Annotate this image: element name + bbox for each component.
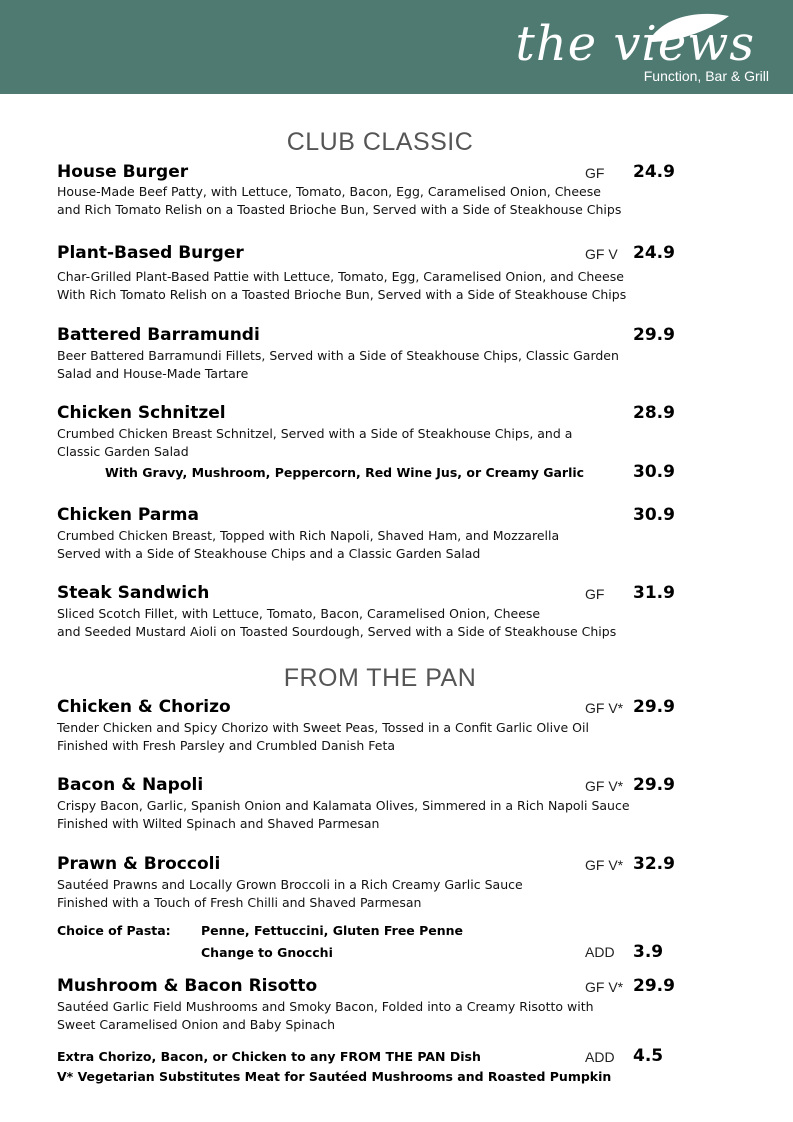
item-name: House Burger — [57, 162, 189, 182]
item-desc-line: Sautéed Garlic Field Mushrooms and Smoky Bacon, Folded into a Creamy Risotto with — [57, 999, 594, 1014]
item-desc-line: Crispy Bacon, Garlic, Spanish Onion and Kalamata Olives, Simmered in a Rich Napoli Sauce — [57, 798, 630, 813]
item-desc-line: Sautéed Prawns and Locally Grown Broccoli in a Rich Creamy Garlic Sauce — [57, 877, 523, 892]
logo-subtitle: Function, Bar & Grill — [643, 68, 769, 84]
item-price: 28.9 — [633, 403, 675, 423]
schnitzel-sauce-price: 30.9 — [633, 462, 675, 482]
item-desc-line: Char-Grilled Plant-Based Pattie with Lettuce, Tomato, Egg, Caramelised Onion, and Cheese — [57, 269, 624, 284]
item-price: 29.9 — [633, 976, 675, 996]
item-price: 32.9 — [633, 854, 675, 874]
item-price: 24.9 — [633, 162, 675, 182]
item-desc-line: Crumbed Chicken Breast Schnitzel, Served with a Side of Steakhouse Chips, and a — [57, 426, 573, 441]
item-name: Chicken Parma — [57, 505, 199, 525]
header-banner — [0, 0, 793, 94]
logo-text: the views — [515, 16, 755, 72]
item-desc-line: Beer Battered Barramundi Fillets, Served with a Side of Steakhouse Chips, Classic Garden — [57, 348, 619, 363]
item-desc-line: Sweet Caramelised Onion and Baby Spinach — [57, 1017, 336, 1032]
item-name: Steak Sandwich — [57, 583, 210, 603]
item-price: 30.9 — [633, 505, 675, 525]
gnocchi-add-tag: ADD — [585, 944, 615, 960]
section-title-from-the-pan: FROM THE PAN — [283, 664, 477, 692]
extra-protein-line: Extra Chorizo, Bacon, or Chicken to any FROM THE PAN Dish — [57, 1049, 481, 1064]
item-tag: GF V* — [585, 857, 624, 873]
extra-add-tag: ADD — [585, 1049, 615, 1065]
item-desc-line: Finished with a Touch of Fresh Chilli and Shaved Parmesan — [57, 895, 422, 910]
item-price: 29.9 — [633, 325, 675, 345]
item-name: Chicken Schnitzel — [57, 403, 226, 423]
item-desc-line: With Rich Tomato Relish on a Toasted Brioche Bun, Served with a Side of Steakhouse Chips — [57, 287, 627, 302]
item-desc-line: and Rich Tomato Relish on a Toasted Brioche Bun, Served with a Side of Steakhouse Chips — [57, 202, 622, 217]
item-price: 31.9 — [633, 583, 675, 603]
section-title-club-classic: CLUB CLASSIC — [286, 128, 474, 156]
vegetarian-note: V* Vegetarian Substitutes Meat for Sautéed Mushrooms and Roasted Pumpkin — [57, 1069, 612, 1084]
item-desc-line: Served with a Side of Steakhouse Chips and a Classic Garden Salad — [57, 546, 481, 561]
item-desc-line: Finished with Wilted Spinach and Shaved Parmesan — [57, 816, 380, 831]
item-price: 29.9 — [633, 775, 675, 795]
gnocchi-price: 3.9 — [633, 942, 664, 962]
item-name: Mushroom & Bacon Risotto — [57, 976, 318, 996]
item-desc-line: and Seeded Mustard Aioli on Toasted Sourdough, Served with a Side of Steakhouse Chips — [57, 624, 617, 639]
item-name: Bacon & Napoli — [57, 775, 204, 795]
item-tag: GF — [585, 165, 605, 181]
item-tag: GF V — [585, 246, 618, 262]
item-desc-line: House-Made Beef Patty, with Lettuce, Tomato, Bacon, Egg, Caramelised Onion, Cheese — [57, 184, 601, 199]
gnocchi-option: Change to Gnocchi — [201, 945, 333, 960]
item-desc-line: Tender Chicken and Spicy Chorizo with Sweet Peas, Tossed in a Confit Garlic Olive Oil — [57, 720, 589, 735]
logo — [503, 6, 773, 90]
item-name: Plant-Based Burger — [57, 243, 244, 263]
item-name: Chicken & Chorizo — [57, 697, 231, 717]
item-desc-line: Finished with Fresh Parsley and Crumbled Danish Feta — [57, 738, 396, 753]
pasta-choice-options: Penne, Fettuccini, Gluten Free Penne — [201, 923, 464, 938]
item-name: Battered Barramundi — [57, 325, 260, 345]
item-price: 24.9 — [633, 243, 675, 263]
item-desc-line: Crumbed Chicken Breast, Topped with Rich Napoli, Shaved Ham, and Mozzarella — [57, 528, 560, 543]
item-desc-line: Sliced Scotch Fillet, with Lettuce, Tomato, Bacon, Caramelised Onion, Cheese — [57, 606, 541, 621]
item-desc-line: Salad and House-Made Tartare — [57, 366, 249, 381]
item-desc-line: Classic Garden Salad — [57, 444, 189, 459]
item-tag: GF V* — [585, 979, 624, 995]
item-tag: GF V* — [585, 778, 624, 794]
item-tag: GF — [585, 586, 605, 602]
item-price: 29.9 — [633, 697, 675, 717]
schnitzel-sauce-option: With Gravy, Mushroom, Peppercorn, Red Wine Jus, or Creamy Garlic — [105, 465, 585, 480]
pasta-choice-label: Choice of Pasta: — [57, 923, 171, 938]
extra-price: 4.5 — [633, 1046, 664, 1066]
item-name: Prawn & Broccoli — [57, 854, 221, 874]
item-tag: GF V* — [585, 700, 624, 716]
